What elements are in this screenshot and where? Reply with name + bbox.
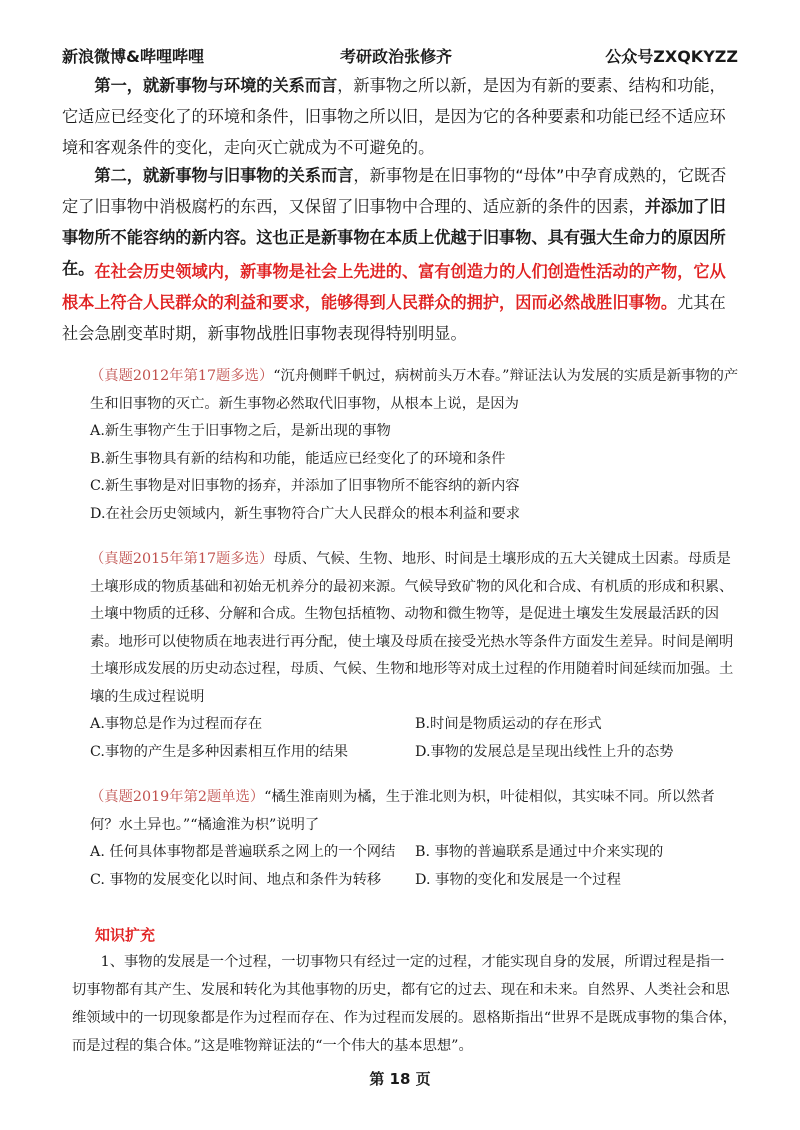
question-stem — [90, 784, 740, 839]
paragraph-first-point — [62, 70, 738, 163]
question-2015-17 — [90, 546, 740, 766]
page-header — [62, 44, 738, 68]
option-d: D. 事物的变化和发展是一个过程 — [415, 871, 621, 888]
question-source: （真题2019年第2题单选） — [90, 789, 265, 805]
page-number: 第 18 页 — [369, 1070, 431, 1088]
option-a: A.新生事物产生于旧事物之后，是新出现的事物 — [90, 423, 391, 439]
question-text: “沉舟侧畔千帆过，病树前头万木春。”辩证法认为发展的实质是新事物的产生和旧事物的灭亡。新生事物必然取代旧事物，从根本上说，是因为 — [90, 368, 739, 412]
options-row-2 — [90, 867, 740, 895]
first-point-heading: 第一，就新事物与环境的关系而言 — [94, 76, 338, 95]
question-text: 母质、气候、生物、地形、时间是土壤形成的五大关键成土因素。母质是土壤形成的物质基础和初始无机养分的最初来源。气候导致矿物的风化和合成、有机质的形成和积累、土壤中物质的迁移、分解和合成。生物包括植物、动物和微生物等，是促进土壤发生发展最活跃的因素。地形可以使物质在地表进行再分配，使土壤及母质在接受光热水等条件方面发生差异。时间是阐明土壤形成发展的历史动态过程，母质、气候、生物和地形等对成土过程的作用随着时间延续而加强。土壤的生成过程说明 — [90, 551, 734, 705]
option-b: B.时间是物质运动的存在形式 — [415, 716, 602, 732]
option-c: C.事物的产生是多种因素相互作用的结果 — [90, 743, 349, 760]
header-author: 考研政治张修齐 — [340, 47, 453, 66]
option-c: C.新生事物是对旧事物的扬弃，并添加了旧事物所不能容纳的新内容 — [90, 478, 520, 494]
header-weibo-bilibili: 新浪微博&哔哩哔哩 — [62, 47, 204, 66]
knowledge-extension-body: 1、事物的发展是一个过程，一切事物只有经过一定的过程，才能实现自身的发展，所谓过程是指一切事物都有其产生、发展和转化为其他事物的历史，都有它的过去、现在和未来。自然界、人类社会和思维领域中的一切现象都是作为过程而存在、作为过程而发展的。恩格斯指出“世界不是既成事物的集合体，而是过程的集合体。”这是唯物辩证法的“一个伟大的基本思想”。 — [72, 954, 737, 1054]
options-row-2 — [90, 739, 740, 767]
option-d: D.事物的发展总是呈现出线性上升的态势 — [415, 743, 674, 760]
options-row-1 — [90, 839, 740, 867]
option-c: C. 事物的发展变化以时间、地点和条件为转移 — [90, 871, 382, 888]
second-point-heading: 第二，就新事物与旧事物的关系而言 — [94, 166, 354, 185]
option-a: A. 任何具体事物都是普遍联系之网上的一个网结 — [90, 844, 396, 860]
question-source: （真题2012年第17题多选） — [90, 368, 274, 384]
option-b: B. 事物的普遍联系是通过中介来实现的 — [415, 844, 664, 860]
question-text: “橘生淮南则为橘，生于淮北则为枳，叶徒相似，其实味不同。所以然者何？水土异也。”“橘逾淮为枳”说明了 — [90, 789, 715, 833]
social-history-highlight: 在社会历史领域内，新事物是社会上先进的、富有创造力的人们创造性活动的产物，它从根本上符合人民群众的利益和要求，能够得到人民群众的拥护，因而必然战胜旧事物。 — [62, 262, 726, 312]
first-point-body: ，新事物之所以新，是因为有新的要素、结构和功能，它适应已经变化了的环境和条件，旧事物之所以旧，是因为它的各种要素和功能已经不适应环境和客观条件的变化，走向灭亡就成为不可避免的。 — [62, 76, 726, 157]
question-stem — [90, 363, 740, 418]
social-history-body: 尤其在社会急剧变革时期，新事物战胜旧事物表现得特别明显。 — [62, 293, 726, 343]
option-a: A.事物总是作为过程而存在 — [90, 716, 263, 732]
option-b: B.新生事物具有新的结构和功能，能适应已经变化了的环境和条件 — [90, 450, 506, 467]
header-wechat-account: 公众号ZXQKYZZ — [605, 47, 738, 66]
second-point-emphasis: 并添加了旧事物所不能容纳的新内容。这也正是新事物在本质上优越于旧事物、具有强大生命力的原因所在。 — [62, 197, 726, 278]
question-source: （真题2015年第17题多选） — [90, 551, 274, 567]
paragraph-social-history — [62, 256, 738, 349]
knowledge-extension-title: 知识扩充 — [95, 926, 156, 944]
question-stem — [90, 546, 740, 711]
question-2019-2 — [90, 784, 740, 894]
question-2012-17 — [90, 363, 740, 528]
second-point-body: ，新事物是在旧事物的“母体”中孕育成熟的，它既否定了旧事物中消极腐朽的东西，又保留了旧事物中合理的、适应新的条件的因素， — [62, 166, 727, 216]
options-row-1 — [90, 711, 740, 739]
option-d: D.在社会历史领域内，新生事物符合广大人民群众的根本利益和要求 — [90, 505, 521, 522]
